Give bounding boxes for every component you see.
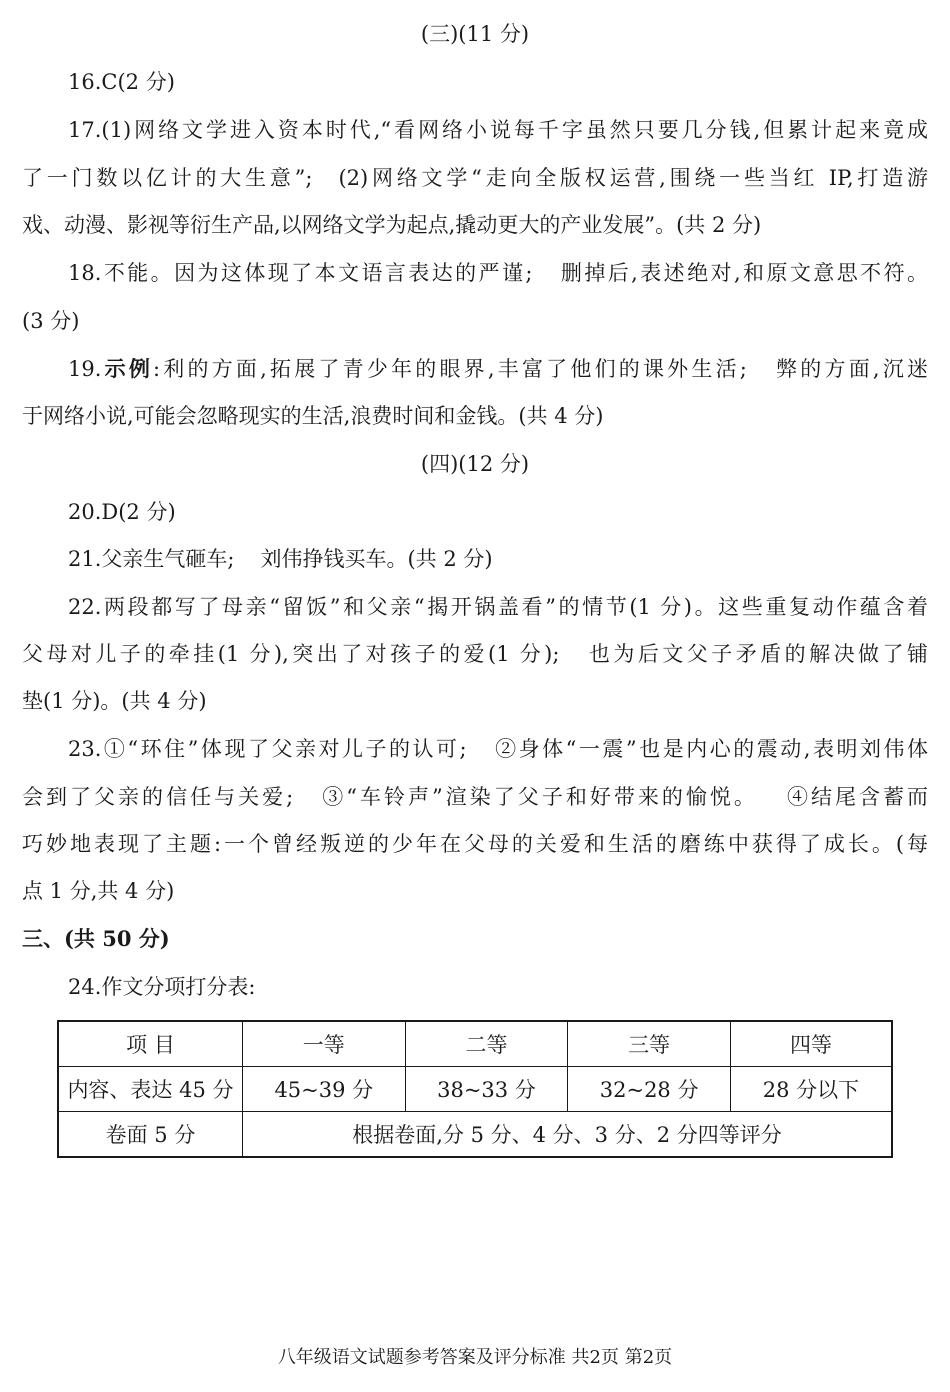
table-cell: 卷面 5 分 [58, 1112, 242, 1158]
answer-19-pro: :利的方面,拓展了青少年的眼界,丰富了他们的课外生活; [153, 357, 747, 381]
answer-16: 16.C(2 分) [68, 70, 175, 94]
table-header-cell: 二等 [405, 1021, 568, 1067]
answer-19-number: 19. [68, 357, 102, 381]
answer-23-line-4: 点 1 分,共 4 分) [22, 879, 175, 903]
answer-19-con-start: 弊的方面,沉迷 [772, 357, 929, 381]
answer-23-line-1 [68, 735, 928, 763]
table-header-cell: 一等 [242, 1021, 405, 1067]
answer-18-part-2: 删掉后,表述绝对,和原文意思不符。 [558, 261, 928, 285]
section-heading-4: (四)(12 分) [420, 452, 530, 476]
table-header-row [58, 1021, 892, 1067]
answer-22-line-1: 22.两段都写了母亲“留饭”和父亲“揭开锅盖看”的情节(1 分)。这些重复动作蕴含着 [68, 595, 928, 619]
table-row [58, 1067, 892, 1112]
answer-21-part-2: 刘伟挣钱买车。(共 2 分) [260, 547, 493, 571]
answer-23-point-4-start: ④结尾含蓄而 [783, 785, 929, 809]
answer-23-point-3: ③“车铃声”渲染了父子和好带来的愉悦。 [319, 785, 758, 809]
table-cell: 45~39 分 [242, 1067, 405, 1112]
answer-19-line-2: 于网络小说,可能会忽略现实的生活,浪费时间和金钱。(共 4 分) [22, 404, 604, 428]
table-row [58, 1112, 892, 1158]
answer-22-line-2 [22, 640, 928, 668]
table-cell: 根据卷面,分 5 分、4 分、3 分、2 分四等评分 [242, 1112, 892, 1158]
answer-17-line-1: 17.(1)网络文学进入资本时代,“看网络小说每千字虽然只要几分钱,但累计起来竟成 [68, 118, 928, 142]
table-cell: 32~28 分 [568, 1067, 731, 1112]
table-cell: 38~33 分 [405, 1067, 568, 1112]
table-cell: 内容、表达 45 分 [58, 1067, 242, 1112]
answer-23-point-1: 23.①“环住”体现了父亲对儿子的认可; [68, 737, 467, 761]
section-heading-3: (三)(11 分) [420, 22, 530, 46]
answer-21 [68, 545, 928, 573]
answer-18-line-2: (3 分) [22, 309, 80, 333]
answer-22-line-3: 垫(1 分)。(共 4 分) [22, 689, 207, 713]
table-header-cell: 三等 [568, 1021, 731, 1067]
answer-18-part-1: 18.不能。因为这体现了本文语言表达的严谨; [68, 261, 533, 285]
essay-scoring-table [57, 1020, 893, 1158]
table-cell: 28 分以下 [730, 1067, 892, 1112]
answer-17-part-2-start: (2)网络文学“走向全版权运营,围绕一些当红 IP,打造游 [338, 166, 928, 190]
answer-19-line-1 [68, 355, 928, 383]
answer-23-line-2 [22, 783, 928, 811]
answer-23-point-2-start: ②身体“一震”也是内心的震动,表明刘伟体 [492, 737, 928, 761]
answer-18-line-1 [68, 259, 928, 287]
answer-23-point-2-end: 会到了父亲的信任与关爱; [22, 785, 294, 809]
answer-17-line-3: 戏、动漫、影视等衍生产品,以网络文学为起点,撬动更大的产业发展”。(共 2 分) [22, 213, 762, 237]
answer-22-part-1: 父母对儿子的牵挂(1 分),突出了对孩子的爱(1 分); [22, 642, 560, 666]
answer-17-part-1-end: 了一门数以亿计的大生意”; [22, 166, 313, 190]
answer-22-part-2: 也为后文父子矛盾的解决做了铺 [585, 642, 928, 666]
answer-19-example-label: 示例 [101, 356, 154, 381]
answer-24-title: 24.作文分项打分表: [68, 975, 256, 999]
answer-17-line-2 [22, 164, 928, 192]
part-3-heading: 三、(共 50 分) [22, 926, 170, 951]
answer-23-line-3: 巧妙地表现了主题:一个曾经叛逆的少年在父母的关爱和生活的磨练中获得了成长。(每 [22, 832, 928, 856]
table-header-cell: 四等 [730, 1021, 892, 1067]
page-footer: 八年级语文试题参考答案及评分标准 共2页 第2页 [277, 1347, 673, 1368]
table-header-cell: 项 目 [58, 1021, 242, 1067]
answer-21-part-1: 21.父亲生气砸车; [68, 547, 235, 571]
answer-20: 20.D(2 分) [68, 500, 176, 524]
